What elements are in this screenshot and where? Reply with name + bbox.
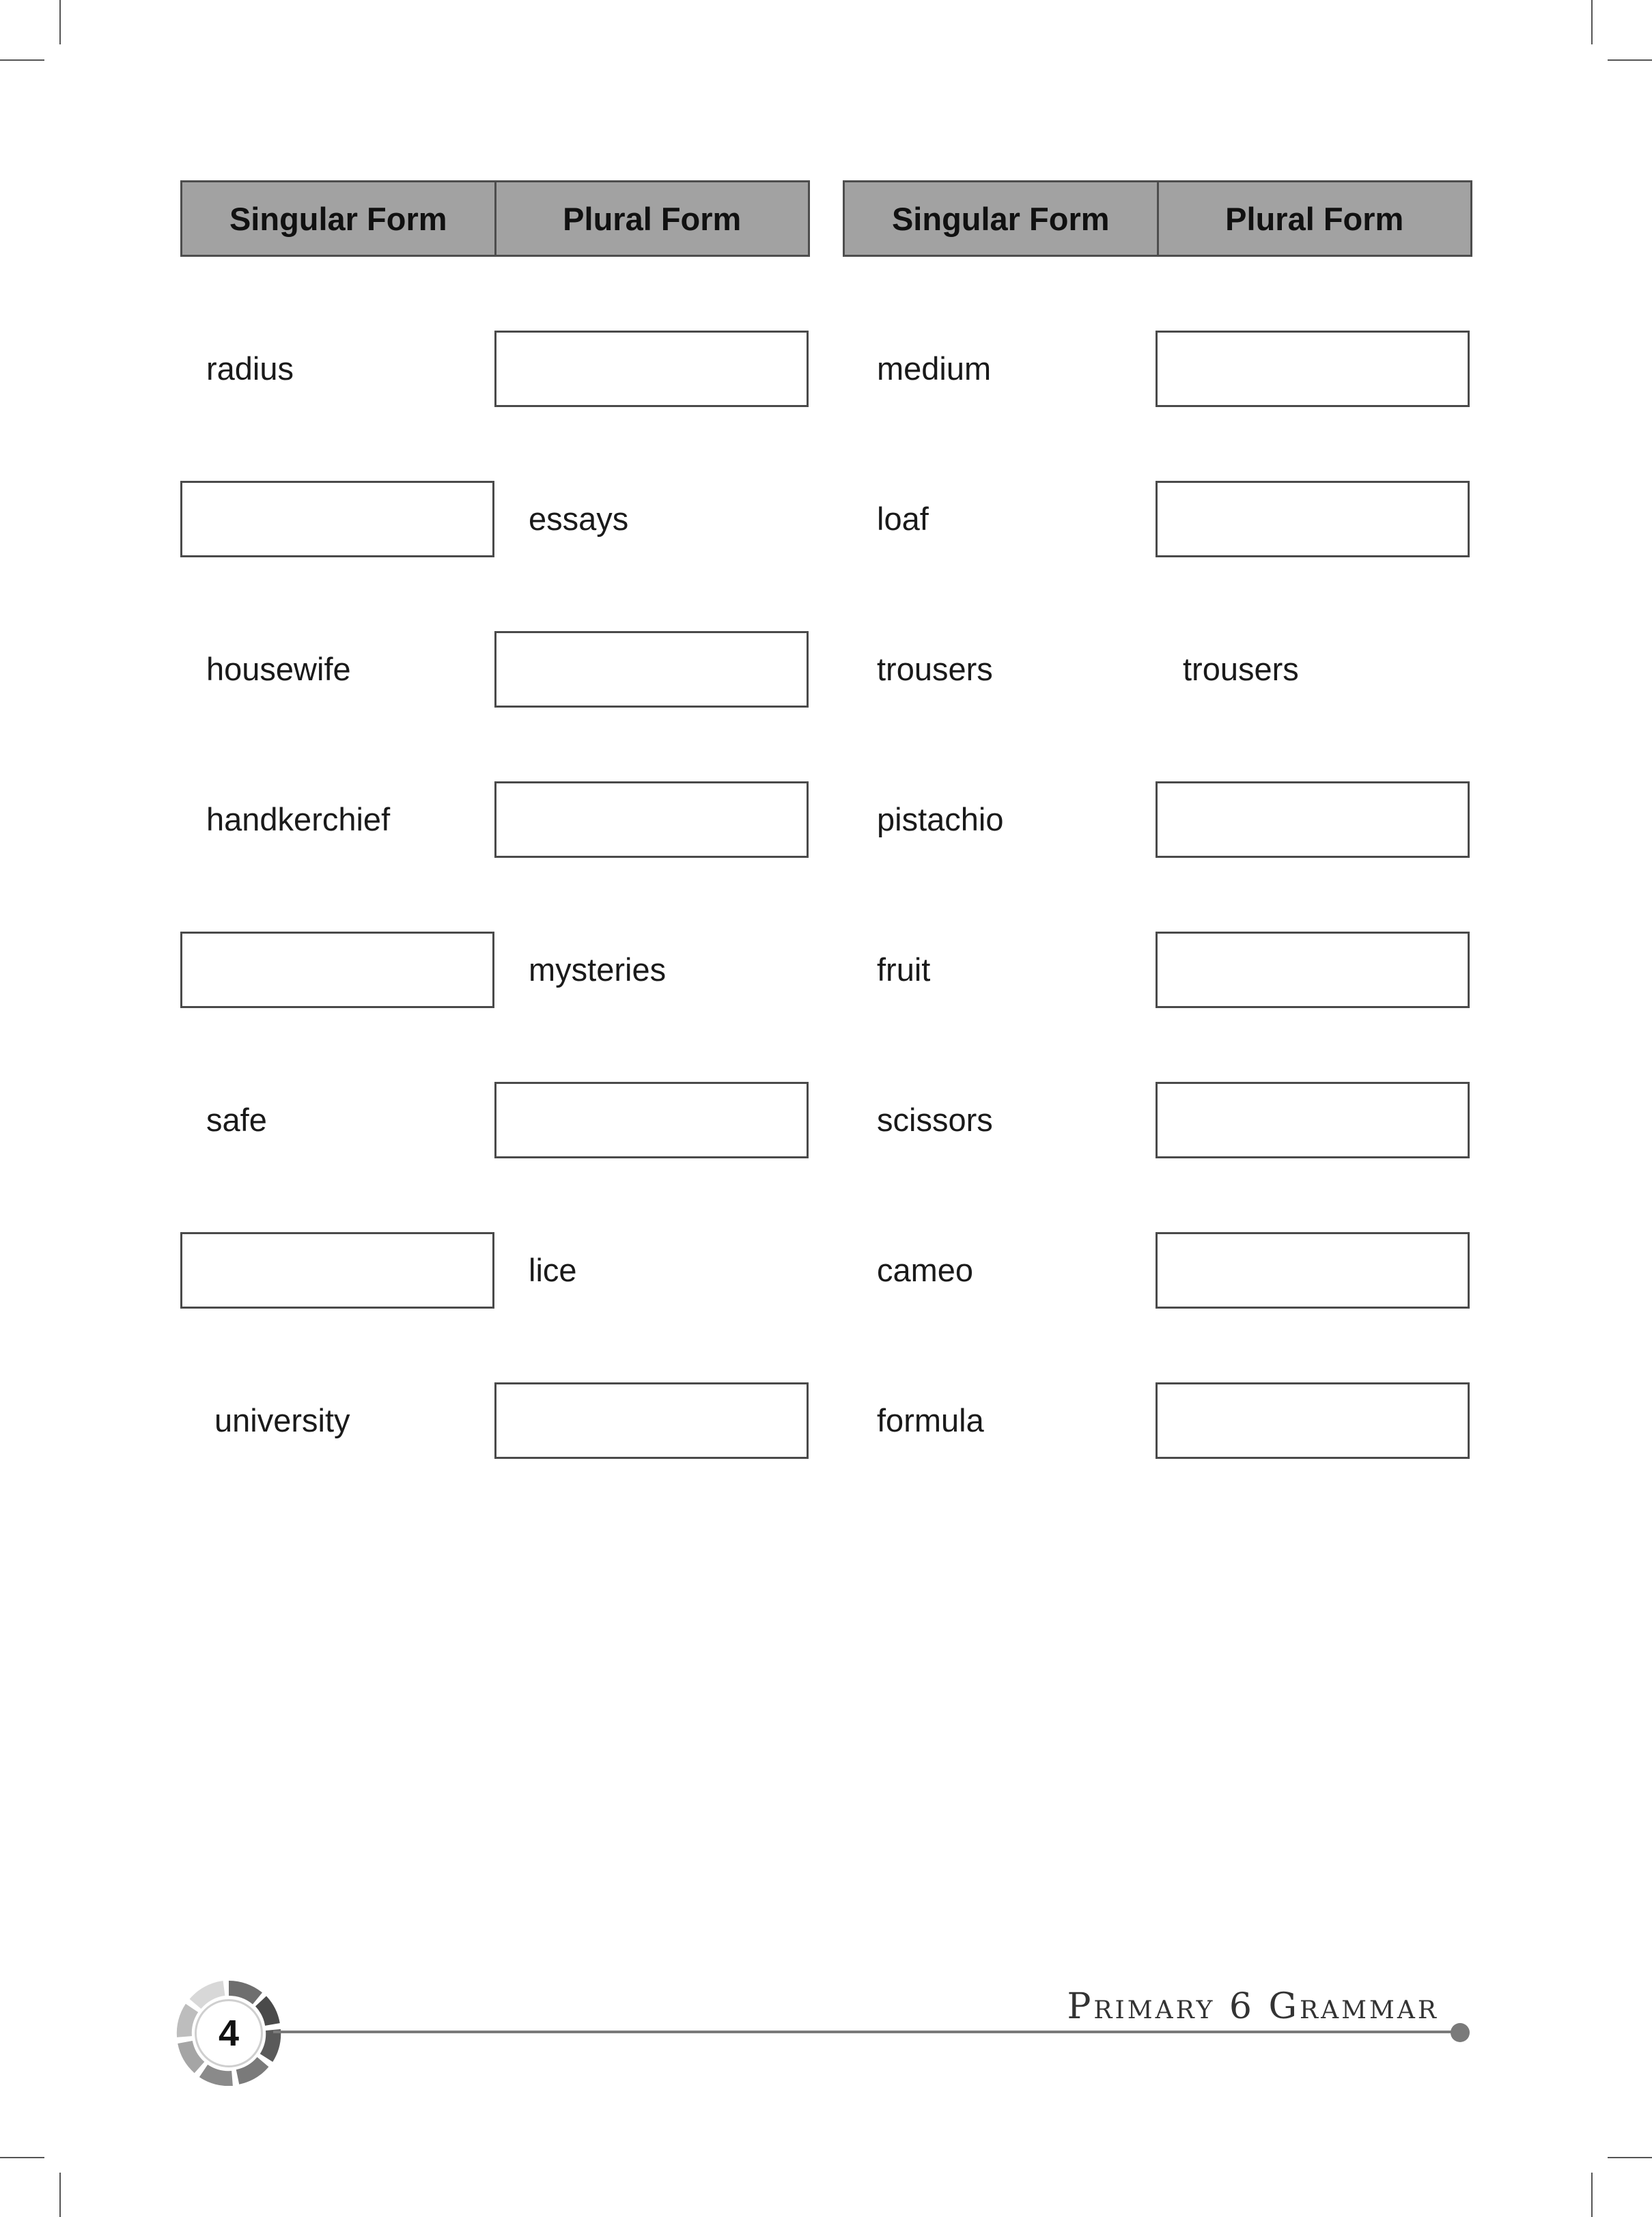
plural-answer-box[interactable] bbox=[494, 1382, 809, 1459]
footer-rule bbox=[273, 2031, 1460, 2033]
plural-answer-box[interactable] bbox=[1156, 1232, 1470, 1309]
plural-answer-box[interactable] bbox=[1156, 331, 1470, 407]
left-table-header bbox=[180, 180, 810, 257]
crop-mark bbox=[59, 0, 61, 44]
page-number-badge bbox=[176, 1981, 281, 2086]
crop-mark bbox=[1608, 59, 1652, 61]
crop-mark bbox=[1608, 2157, 1652, 2158]
singular-word: fruit bbox=[877, 951, 931, 988]
plural-form-header: Plural Form bbox=[494, 180, 811, 257]
singular-answer-box[interactable] bbox=[180, 481, 494, 557]
crop-mark bbox=[1591, 2173, 1593, 2217]
singular-word: safe bbox=[206, 1102, 267, 1138]
singular-word: trousers bbox=[877, 651, 993, 687]
crop-mark bbox=[1591, 0, 1593, 44]
right-table-header bbox=[843, 180, 1472, 257]
plural-word: essays bbox=[529, 501, 629, 537]
singular-answer-box[interactable] bbox=[180, 1232, 494, 1309]
plural-answer-box[interactable] bbox=[1156, 781, 1470, 858]
plural-answer-box[interactable] bbox=[494, 1082, 809, 1158]
crop-mark bbox=[59, 2173, 61, 2217]
plural-answer-box[interactable] bbox=[494, 631, 809, 708]
singular-form-header: Singular Form bbox=[843, 180, 1159, 257]
singular-word: radius bbox=[206, 350, 294, 387]
singular-word: loaf bbox=[877, 501, 929, 537]
singular-word: medium bbox=[877, 350, 992, 387]
book-title: Primary 6 Grammar bbox=[1067, 1986, 1439, 2027]
singular-word: housewife bbox=[206, 651, 351, 687]
plural-answer-box[interactable] bbox=[1156, 1382, 1470, 1459]
plural-answer-box[interactable] bbox=[1156, 1082, 1470, 1158]
page-number: 4 bbox=[195, 1999, 263, 2067]
singular-answer-box[interactable] bbox=[180, 932, 494, 1008]
singular-word: cameo bbox=[877, 1252, 974, 1288]
plural-answer-box[interactable] bbox=[494, 331, 809, 407]
crop-mark bbox=[0, 59, 44, 61]
crop-mark bbox=[0, 2157, 44, 2158]
plural-word: trousers bbox=[1183, 651, 1299, 687]
singular-word: university bbox=[214, 1402, 350, 1438]
plural-form-header: Plural Form bbox=[1157, 180, 1473, 257]
plural-answer-box[interactable] bbox=[1156, 481, 1470, 557]
plural-word: lice bbox=[529, 1252, 577, 1288]
singular-word: pistachio bbox=[877, 801, 1004, 837]
singular-word: formula bbox=[877, 1402, 984, 1438]
plural-word: mysteries bbox=[529, 951, 667, 988]
singular-word: handkerchief bbox=[206, 801, 391, 837]
singular-form-header: Singular Form bbox=[180, 180, 496, 257]
plural-answer-box[interactable] bbox=[1156, 932, 1470, 1008]
footer-rule-end-dot bbox=[1451, 2023, 1470, 2042]
plural-answer-box[interactable] bbox=[494, 781, 809, 858]
singular-word: scissors bbox=[877, 1102, 993, 1138]
